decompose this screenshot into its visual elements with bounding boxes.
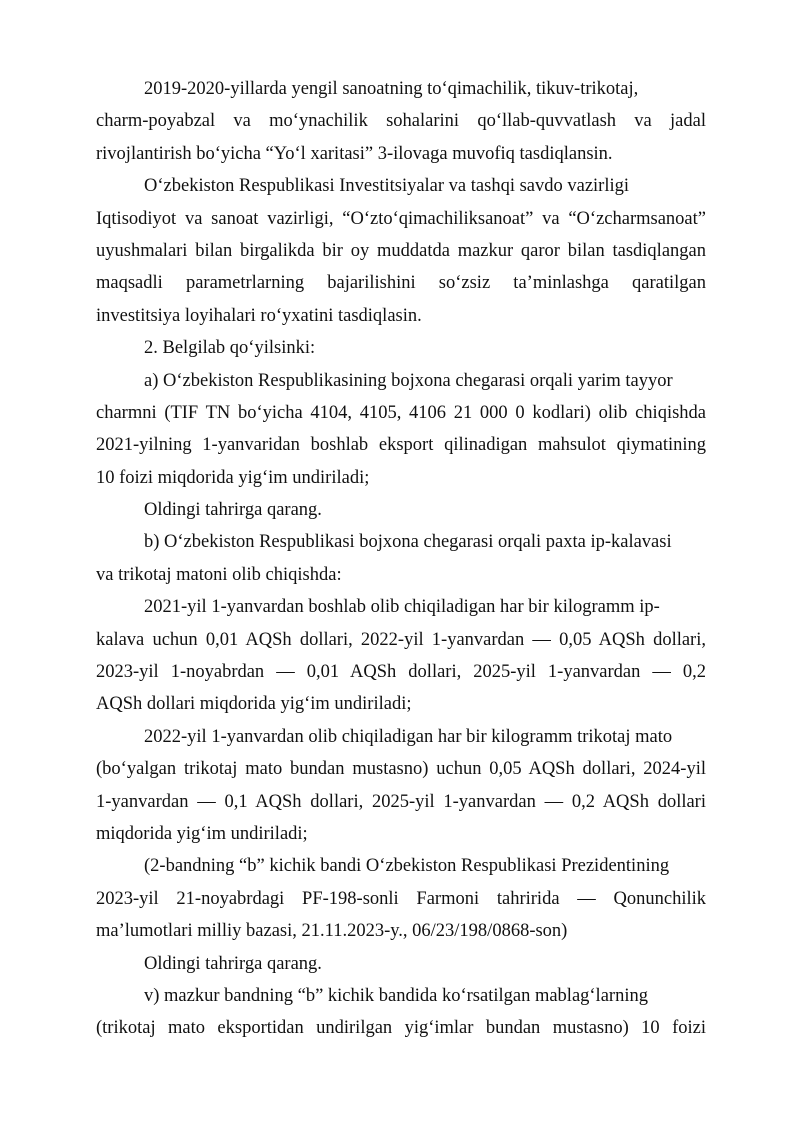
previous-edition-link[interactable]: Oldingi tahrirga qarang.	[144, 500, 322, 521]
paragraph-line: v) mazkur bandning “b” kichik bandida koʻrsatilgan mablagʻlarning	[144, 985, 648, 1006]
paragraph-line: va trikotaj matoni olib chiqishda:	[96, 564, 342, 585]
paragraph-line: (trikotaj mato eksportidan undirilgan yigʻimlar bundan mustasno) 10 foizi	[96, 1018, 706, 1039]
paragraph-line: 2021-yilning 1-yanvaridan boshlab eksport qilinadigan mahsulot qiymatining	[96, 435, 706, 456]
paragraph-line: 2022-yil 1-yanvardan olib chiqiladigan har bir kilogramm trikotaj mato	[144, 726, 673, 747]
amendment-note: 2023-yil 21-noyabrdagi PF-198-sonli Farmoni tahririda — Qonunchilik	[96, 888, 706, 909]
section-heading: 2. Belgilab qoʻyilsinki:	[144, 338, 316, 359]
document-body	[96, 73, 706, 1045]
paragraph-line: 1-yanvardan — 0,1 AQSh dollari, 2025-yil 1-yanvardan — 0,2 AQSh dollari	[96, 791, 706, 812]
paragraph-line: (boʻyalgan trikotaj mato bundan mustasno) uchun 0,05 AQSh dollari, 2024-yil	[96, 759, 706, 780]
paragraph-line: rivojlantirish boʻyicha “Yoʻl xaritasi” 3-ilovaga muvofiq tasdiqlansin.	[96, 143, 613, 164]
paragraph-line: maqsadli parametrlarning bajarilishini soʻzsiz taʼminlashga qaratilgan	[96, 273, 706, 294]
paragraph-line: 10 foizi miqdorida yigʻim undiriladi;	[96, 467, 370, 488]
paragraph-line: 2021-yil 1-yanvardan boshlab olib chiqiladigan har bir kilogramm ip-	[144, 597, 660, 618]
paragraph-line: Oʻzbekiston Respublikasi Investitsiyalar va tashqi savdo vazirligi	[144, 176, 630, 197]
amendment-note: (2-bandning “b” kichik bandi Oʻzbekiston Respublikasi Prezidentining	[144, 856, 670, 877]
paragraph-line: investitsiya loyihalari roʻyxatini tasdiqlasin.	[96, 305, 422, 326]
paragraph-line: kalava uchun 0,01 AQSh dollari, 2022-yil 1-yanvardan — 0,05 AQSh dollari,	[96, 629, 706, 650]
paragraph-line: charm-poyabzal va moʻynachilik sohalarini qoʻllab-quvvatlash va jadal	[96, 111, 706, 132]
paragraph-line: charmni (TIF TN boʻyicha 4104, 4105, 4106 21 000 0 kodlari) olib chiqishda	[96, 402, 706, 423]
paragraph-line: Iqtisodiyot va sanoat vazirligi, “Oʻztoʻqimachiliksanoat” va “Oʻzcharmsanoat”	[96, 208, 706, 229]
paragraph-line: 2023-yil 1-noyabrdan — 0,01 AQSh dollari, 2025-yil 1-yanvardan — 0,2	[96, 662, 706, 683]
paragraph-line: uyushmalari bilan birgalikda bir oy muddatda mazkur qaror bilan tasdiqlangan	[96, 240, 706, 261]
previous-edition-link[interactable]: Oldingi tahrirga qarang.	[144, 953, 322, 974]
amendment-note: maʼlumotlari milliy bazasi, 21.11.2023-y., 06/23/198/0868-son)	[96, 921, 568, 942]
paragraph-line: AQSh dollari miqdorida yigʻim undiriladi;	[96, 694, 412, 715]
paragraph-line: a) Oʻzbekiston Respublikasining bojxona chegarasi orqali yarim tayyor	[144, 370, 673, 391]
paragraph-line: b) Oʻzbekiston Respublikasi bojxona chegarasi orqali paxta ip-kalavasi	[144, 532, 672, 553]
paragraph-line: 2019-2020-yillarda yengil sanoatning toʻqimachilik, tikuv-trikotaj,	[144, 79, 639, 99]
paragraph-line: miqdorida yigʻim undiriladi;	[96, 823, 308, 844]
